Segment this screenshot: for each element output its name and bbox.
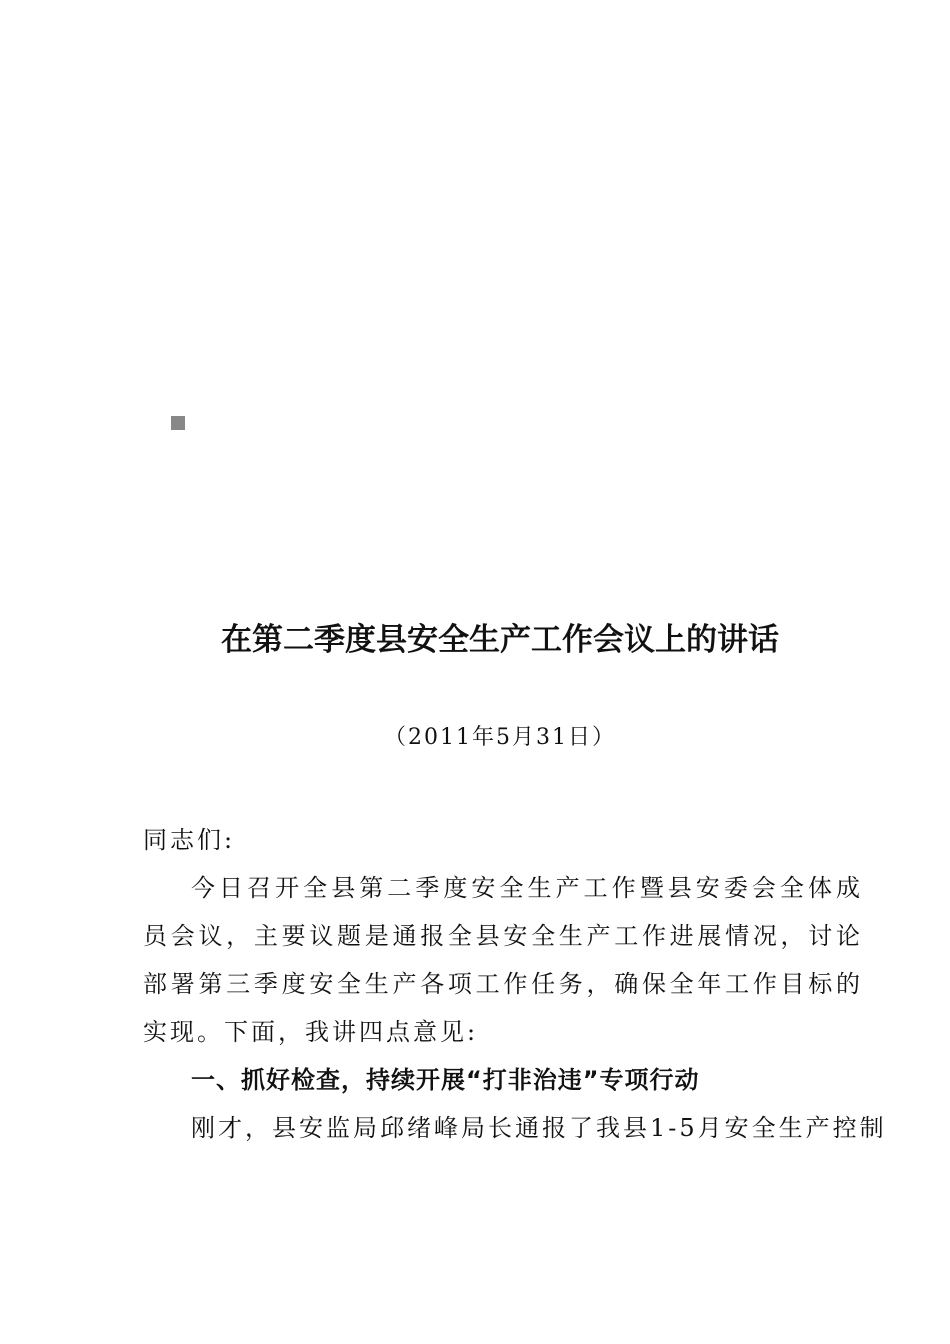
salutation: 同志们: (143, 826, 236, 854)
square-bullet-icon (171, 416, 185, 430)
paragraph-section-1: 刚才，县安监局邱绪峰局长通报了我县1-5月安全生产控制 (191, 1114, 887, 1142)
paragraph-intro: 今日召开全县第二季度安全生产工作暨县安委会全体成员会议，主要议题是通报全县安全生产工作进展情况，讨论部署第三季度安全生产各项工作任务，确保全年工作目标的实现。下面，我讲四点意见: (143, 874, 863, 1046)
document-body (143, 816, 887, 1152)
document-title: 在第二季度县安全生产工作会议上的讲话 (221, 622, 779, 658)
document-date: （2011年5月31日） (384, 725, 616, 750)
section-heading-1: 一、抓好检查，持续开展“打非治违”专项行动 (191, 1066, 700, 1094)
